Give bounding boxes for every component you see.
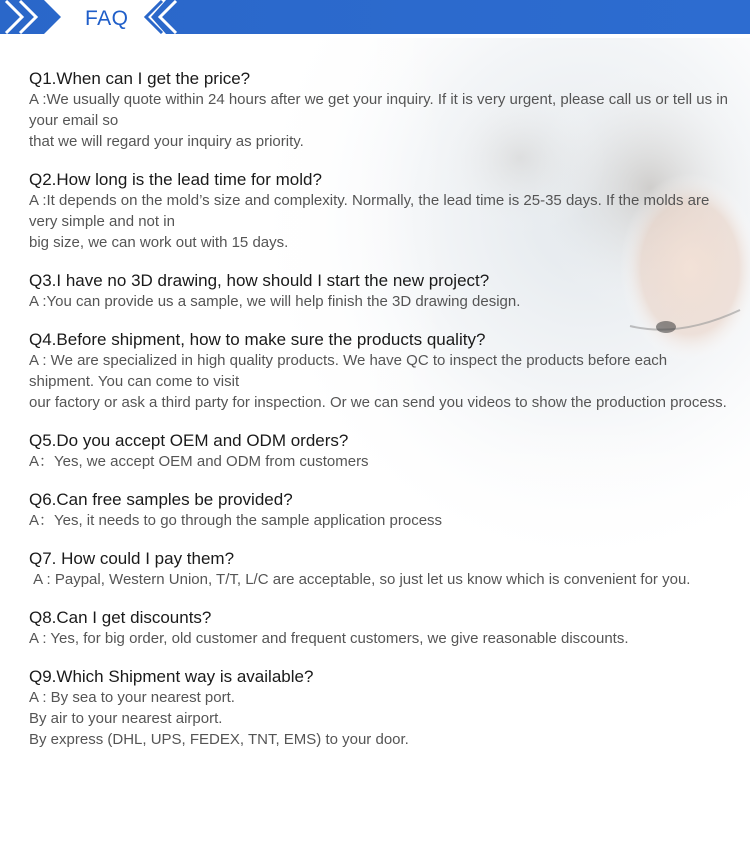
faq-answer: big size, we can work out with 15 days. [29, 234, 289, 251]
faq-question: Q1.When can I get the price? [29, 69, 251, 88]
faq-question: Q4.Before shipment, how to make sure the products quality? [29, 330, 486, 349]
faq-item-5 [29, 430, 729, 472]
faq-answer: A : Yes, for big order, old customer and frequent customers, we give reasonable discounts. [29, 630, 629, 647]
faq-question: Q2.How long is the lead time for mold? [29, 170, 322, 189]
faq-question: Q8.Can I get discounts? [29, 608, 212, 627]
faq-item-4 [29, 329, 729, 413]
faq-item-8 [29, 607, 729, 649]
faq-question: Q5.Do you accept OEM and ODM orders? [29, 431, 349, 450]
faq-answer: A : We are specialized in high quality products. We have QC to inspect the products before each shipment. You can come to visit [29, 352, 668, 390]
faq-answer: A : By sea to your nearest port. [29, 689, 235, 706]
faq-answer: A：Yes, we accept OEM and ODM from customers [29, 453, 369, 470]
page-title: FAQ [85, 7, 129, 30]
faq-list [29, 68, 729, 767]
faq-answer: our factory or ask a third party for inspection. Or we can send you videos to show the production process. [29, 394, 727, 411]
faq-question: Q6.Can free samples be provided? [29, 490, 293, 509]
faq-answer: A :We usually quote within 24 hours after we get your inquiry. If it is very urgent, please call us or tell us in your email so [29, 91, 728, 129]
faq-item-7 [29, 548, 729, 590]
faq-item-2 [29, 169, 729, 253]
faq-answer: By express (DHL, UPS, FEDEX, TNT, EMS) to your door. [29, 731, 409, 748]
faq-item-3 [29, 270, 729, 312]
faq-question: Q7. How could I pay them? [29, 549, 235, 568]
faq-answer: A : Paypal, Western Union, T/T, L/C are acceptable, so just let us know which is convenient for you. [29, 571, 691, 588]
faq-question: Q3.I have no 3D drawing, how should I start the new project? [29, 271, 490, 290]
faq-answer: By air to your nearest airport. [29, 710, 223, 727]
faq-header [0, 0, 750, 38]
faq-answer: A :It depends on the mold’s size and complexity. Normally, the lead time is 25-35 days. If the molds are very simple and not in [29, 192, 710, 230]
faq-answer: A :You can provide us a sample, we will help finish the 3D drawing design. [29, 293, 521, 310]
faq-answer: that we will regard your inquiry as priority. [29, 133, 304, 150]
faq-item-1 [29, 68, 729, 152]
faq-item-9 [29, 666, 729, 750]
faq-item-6 [29, 489, 729, 531]
faq-answer: A：Yes, it needs to go through the sample application process [29, 512, 443, 529]
faq-question: Q9.Which Shipment way is available? [29, 667, 314, 686]
